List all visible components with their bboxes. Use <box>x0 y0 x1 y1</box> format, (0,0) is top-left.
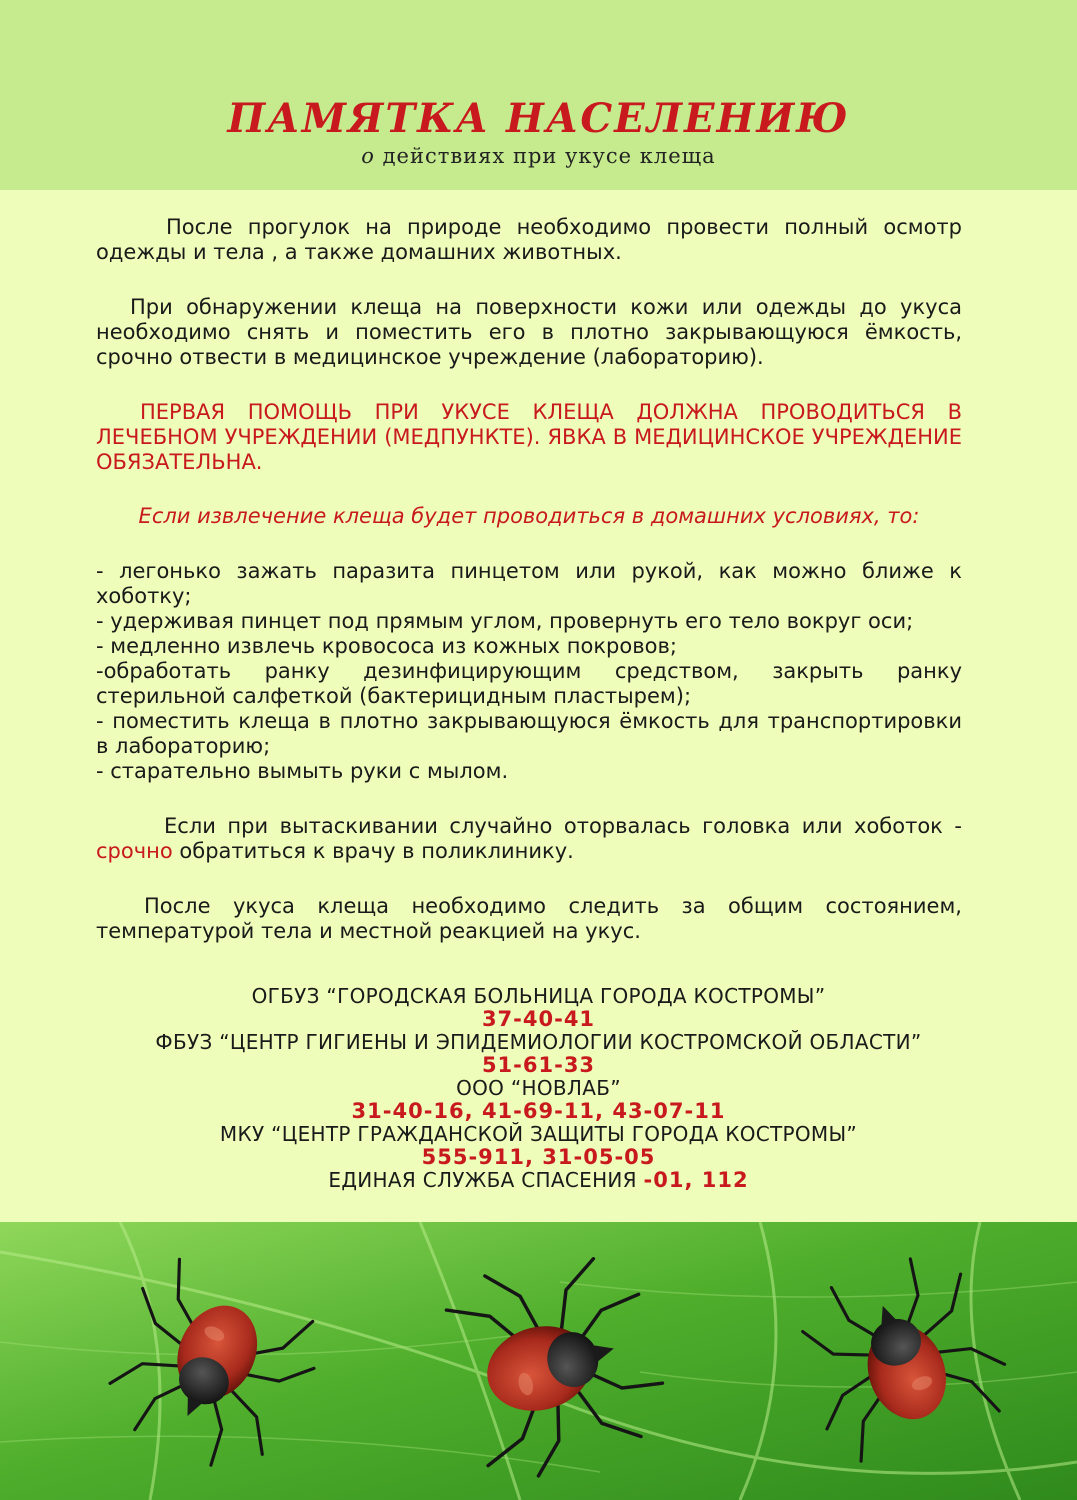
ticks-on-leaf-illustration <box>0 1222 1077 1500</box>
contact-org: ООО “НОВЛАБ” <box>456 1076 621 1100</box>
paragraph-monitoring: После укуса клеща необходимо следить за общим состоянием, температурой тела и местной реакцией на укус. <box>96 894 962 943</box>
contact-phone: 37-40-41 <box>481 1007 596 1031</box>
removal-steps-list <box>96 559 962 784</box>
rescue-phone: -01, 112 <box>643 1168 749 1192</box>
paragraph-removal: При обнаружении клеща на поверхности кожи или одежды до укуса необходимо снять и поместить его в плотно закрывающуюся ёмкость, срочно отвести в медицинское учреждение (лабораторию). <box>96 295 962 369</box>
contacts-block <box>0 985 1077 1192</box>
subtitle-prefix: о <box>361 144 375 168</box>
rescue-line <box>0 1169 1077 1192</box>
paragraph-inspection: После прогулок на природе необходимо провести полный осмотр одежды и тела , а также домашних животных. <box>96 215 962 264</box>
list-item: - удерживая пинцет под прямым углом, провернуть его тело вокруг оси; <box>96 609 914 633</box>
list-item: - поместить клеща в плотно закрывающуюся ёмкость для транспортировки в лабораторию; <box>96 709 962 758</box>
paragraph-head-left <box>96 814 962 864</box>
page-title: ПАМЯТКА НАСЕЛЕНИЮ <box>227 95 850 142</box>
p5-text-after: обратиться к врачу в поликлинику. <box>172 839 574 863</box>
contact-phone: 31-40-16, 41-69-11, 43-07-11 <box>351 1099 726 1123</box>
page-subtitle <box>0 144 1077 168</box>
list-item: - старательно вымыть руки с мылом. <box>96 759 509 783</box>
list-item: - легонько зажать паразита пинцетом или рукой, как можно ближе к хоботку; <box>96 559 962 608</box>
main-content <box>96 215 962 944</box>
p5-urgent-word: срочно <box>96 839 173 863</box>
contact-org: ФБУЗ “ЦЕНТР ГИГИЕНЫ И ЭПИДЕМИОЛОГИИ КОСТРОМСКОЙ ОБЛАСТИ” <box>155 1030 922 1054</box>
subtitle-text: действиях при укусе клеща <box>374 144 716 168</box>
contact-org: ОГБУЗ “ГОРОДСКАЯ БОЛЬНИЦА ГОРОДА КОСТРОМЫ” <box>251 984 826 1008</box>
list-item: - медленно извлечь кровососа из кожных покровов; <box>96 634 677 658</box>
rescue-org: ЕДИНАЯ СЛУЖБА СПАСЕНИЯ <box>328 1168 644 1192</box>
contact-phone: 51-61-33 <box>481 1053 596 1077</box>
paragraph-first-aid-warning: ПЕРВАЯ ПОМОЩЬ ПРИ УКУСЕ КЛЕЩА ДОЛЖНА ПРОВОДИТЬСЯ В ЛЕЧЕБНОМ УЧРЕЖДЕНИИ (МЕДПУНКТЕ). ЯВКА В МЕДИЦИНСКОЕ УЧРЕЖДЕНИЕ ОБЯЗАТЕЛЬНА. <box>96 400 962 474</box>
paragraph-home-removal-heading: Если извлечение клеща будет проводиться в домашних условиях, то: <box>138 504 920 528</box>
list-item: -обработать ранку дезинфицирующим средством, закрыть ранку стерильной салфеткой (бактерицидным пластырем); <box>96 659 962 708</box>
contact-phone: 555-911, 31-05-05 <box>421 1145 656 1169</box>
contact-org: МКУ “ЦЕНТР ГРАЖДАНСКОЙ ЗАЩИТЫ ГОРОДА КОСТРОМЫ” <box>219 1122 858 1146</box>
p5-text-before: Если при вытаскивании случайно оторвалась головка или хоботок - <box>164 814 962 838</box>
